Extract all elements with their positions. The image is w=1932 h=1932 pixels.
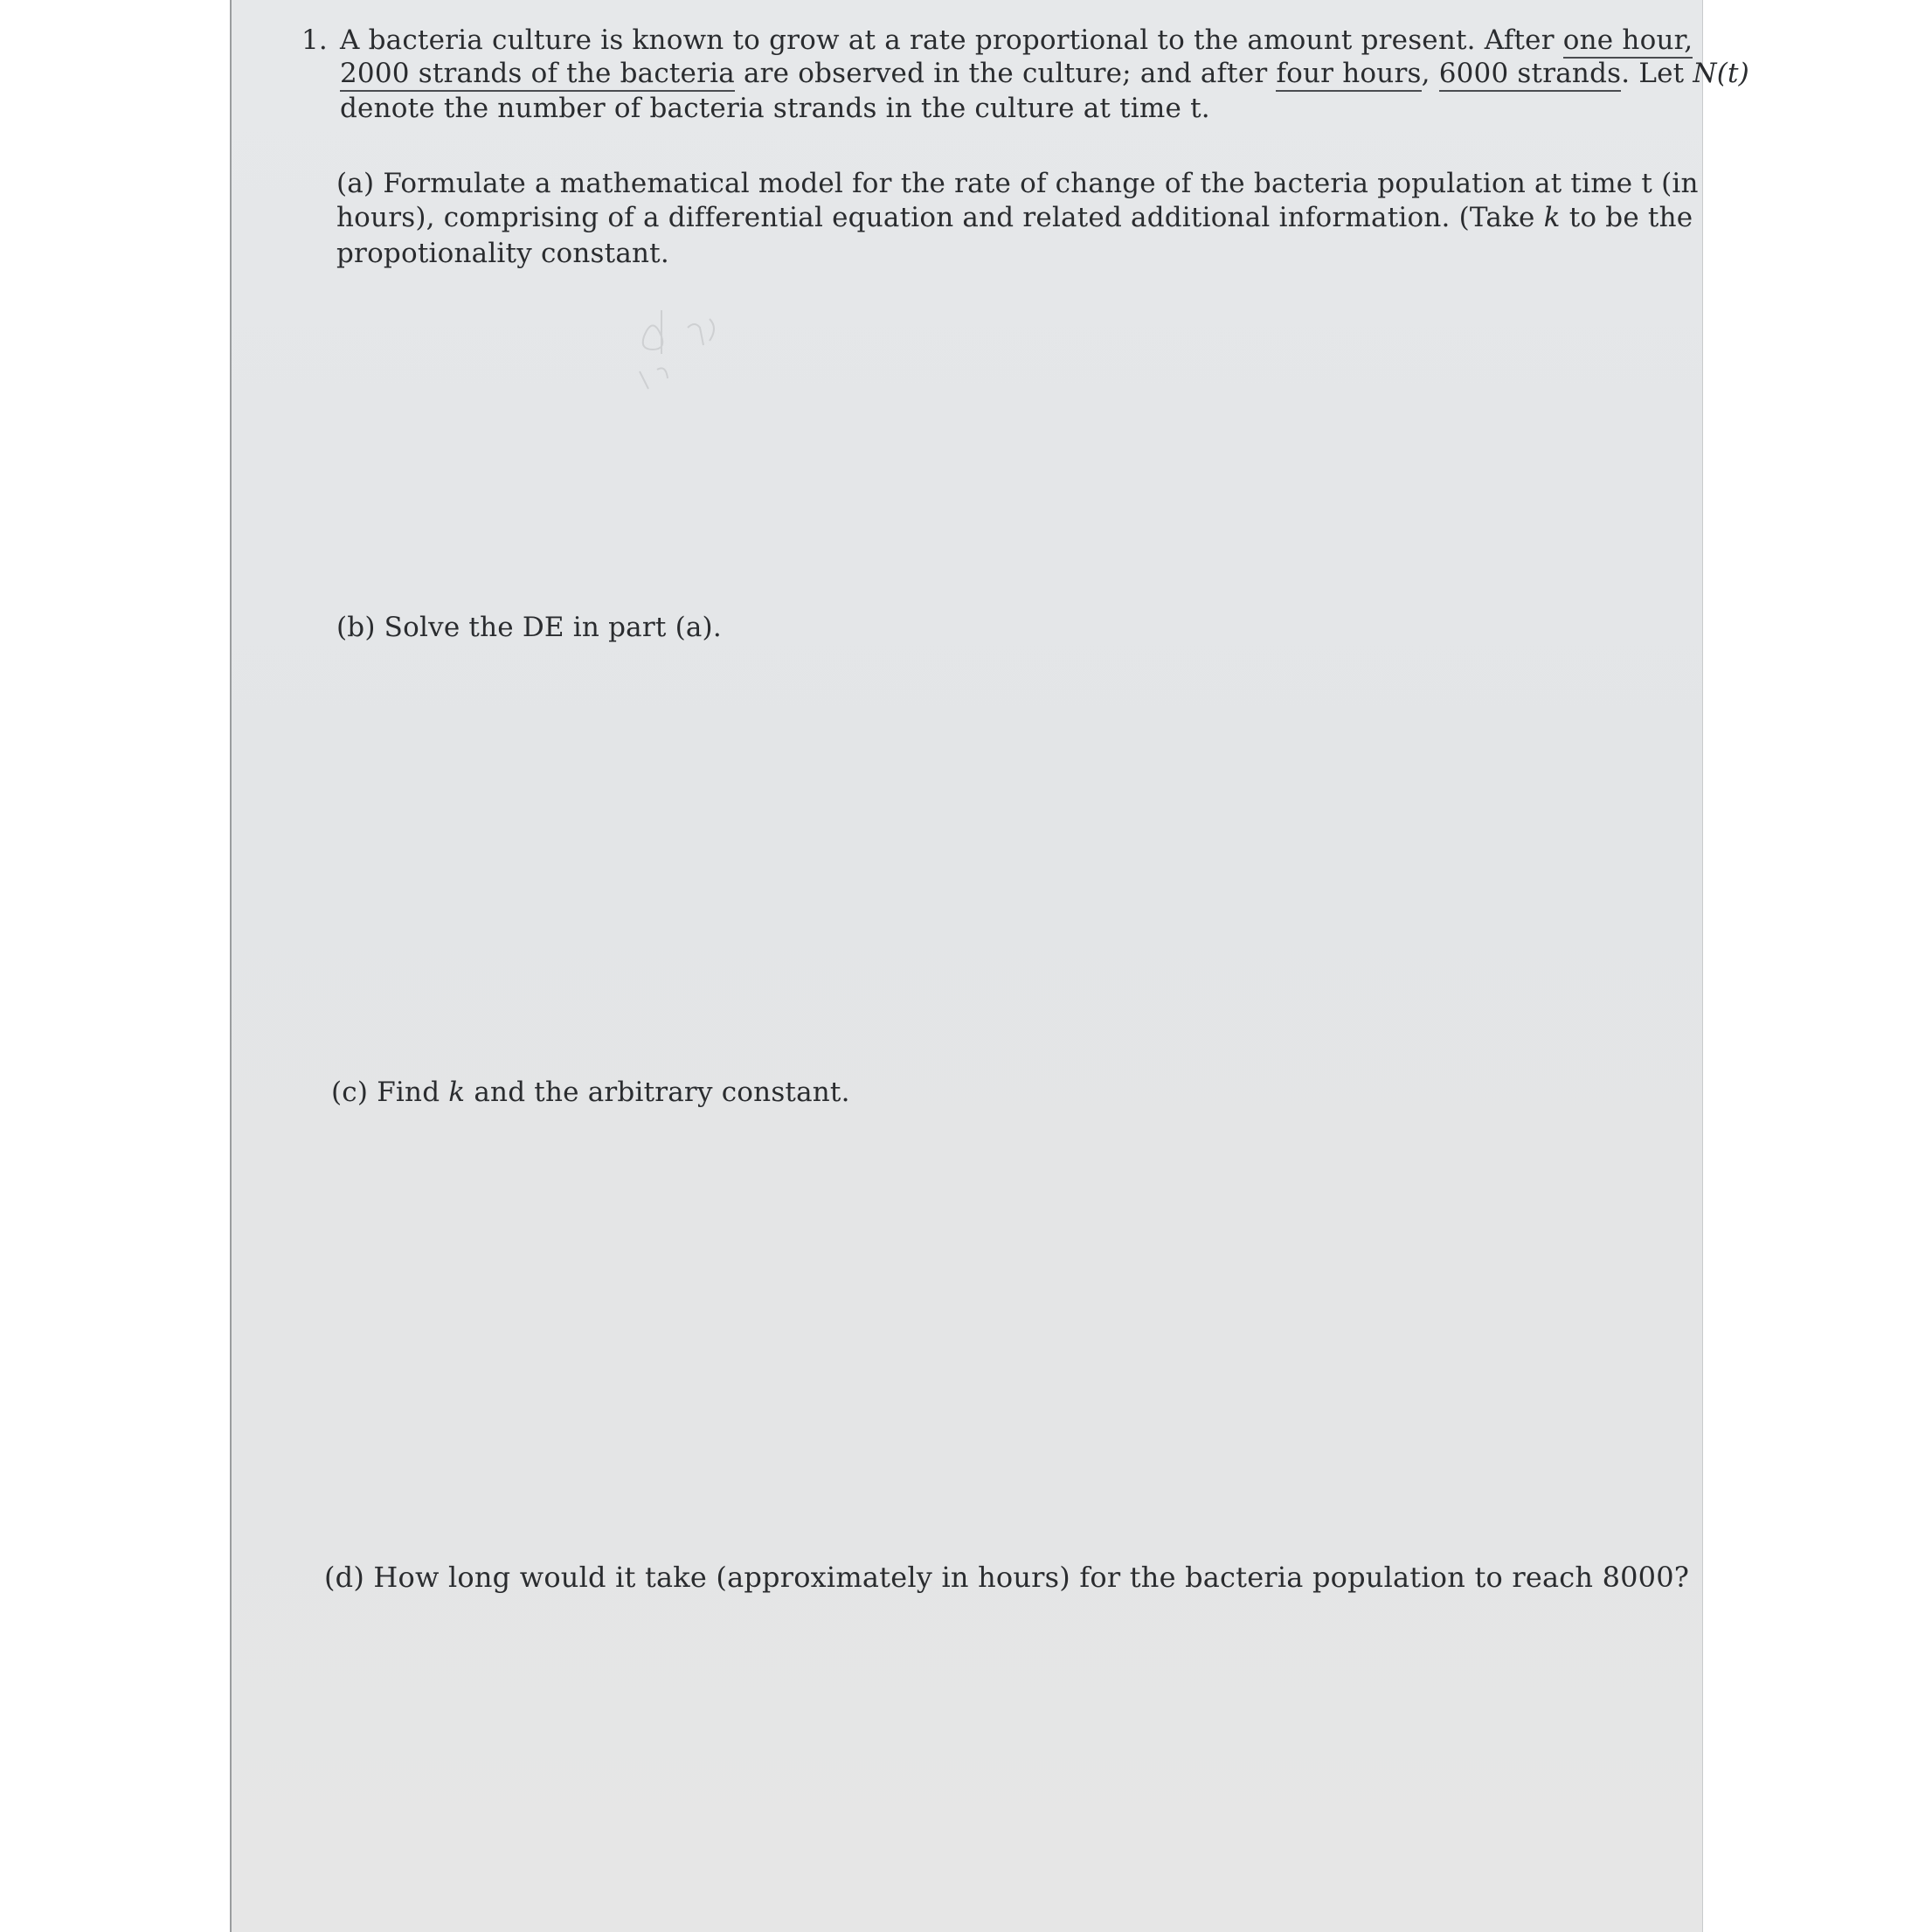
part-c-text: and the arbitrary constant. [465, 1077, 850, 1108]
part-c-text: (c) Find [331, 1077, 449, 1108]
underlined-phrase: four hours [1276, 58, 1421, 92]
worksheet-page [230, 0, 1749, 1932]
part-a-line-1: (a) Formulate a mathematical model for the rate of change of the bacteria population at time t (in [336, 168, 1699, 199]
function-variable: N(t) [1693, 58, 1749, 89]
intro-text: A bacteria culture is known to grow at a rate proportional to the amount present. After [340, 24, 1563, 56]
part-a-line-3: propotionality constant. [336, 238, 669, 269]
part-c [331, 1077, 850, 1108]
part-b: (b) Solve the DE in part (a). [336, 612, 722, 643]
part-a-text: to be the [1560, 202, 1693, 233]
intro-line-2 [340, 58, 1749, 89]
intro-text: . Let [1621, 58, 1693, 89]
part-d: (d) How long would it take (approximately in hours) for the bacteria population to reach 8000? [324, 1561, 1690, 1594]
faint-pencil-mark [627, 301, 749, 398]
part-a-text: hours), comprising of a differential equation and related additional information. (Take [336, 202, 1544, 233]
constant-variable: k [448, 1077, 466, 1108]
intro-text: , [1421, 58, 1439, 89]
intro-text: are observed in the culture; and after [734, 58, 1277, 89]
question-number: 1. [301, 24, 328, 56]
underlined-phrase: 6000 strands [1439, 58, 1622, 92]
underlined-phrase: one hour, [1563, 24, 1693, 59]
part-a-line-2 [336, 202, 1693, 233]
intro-line-3: denote the number of bacteria strands in the culture at time t. [340, 93, 1210, 124]
intro-line-1 [340, 24, 1693, 56]
underlined-phrase: 2000 strands of the bacteria [340, 58, 735, 92]
constant-variable: k [1543, 202, 1561, 233]
